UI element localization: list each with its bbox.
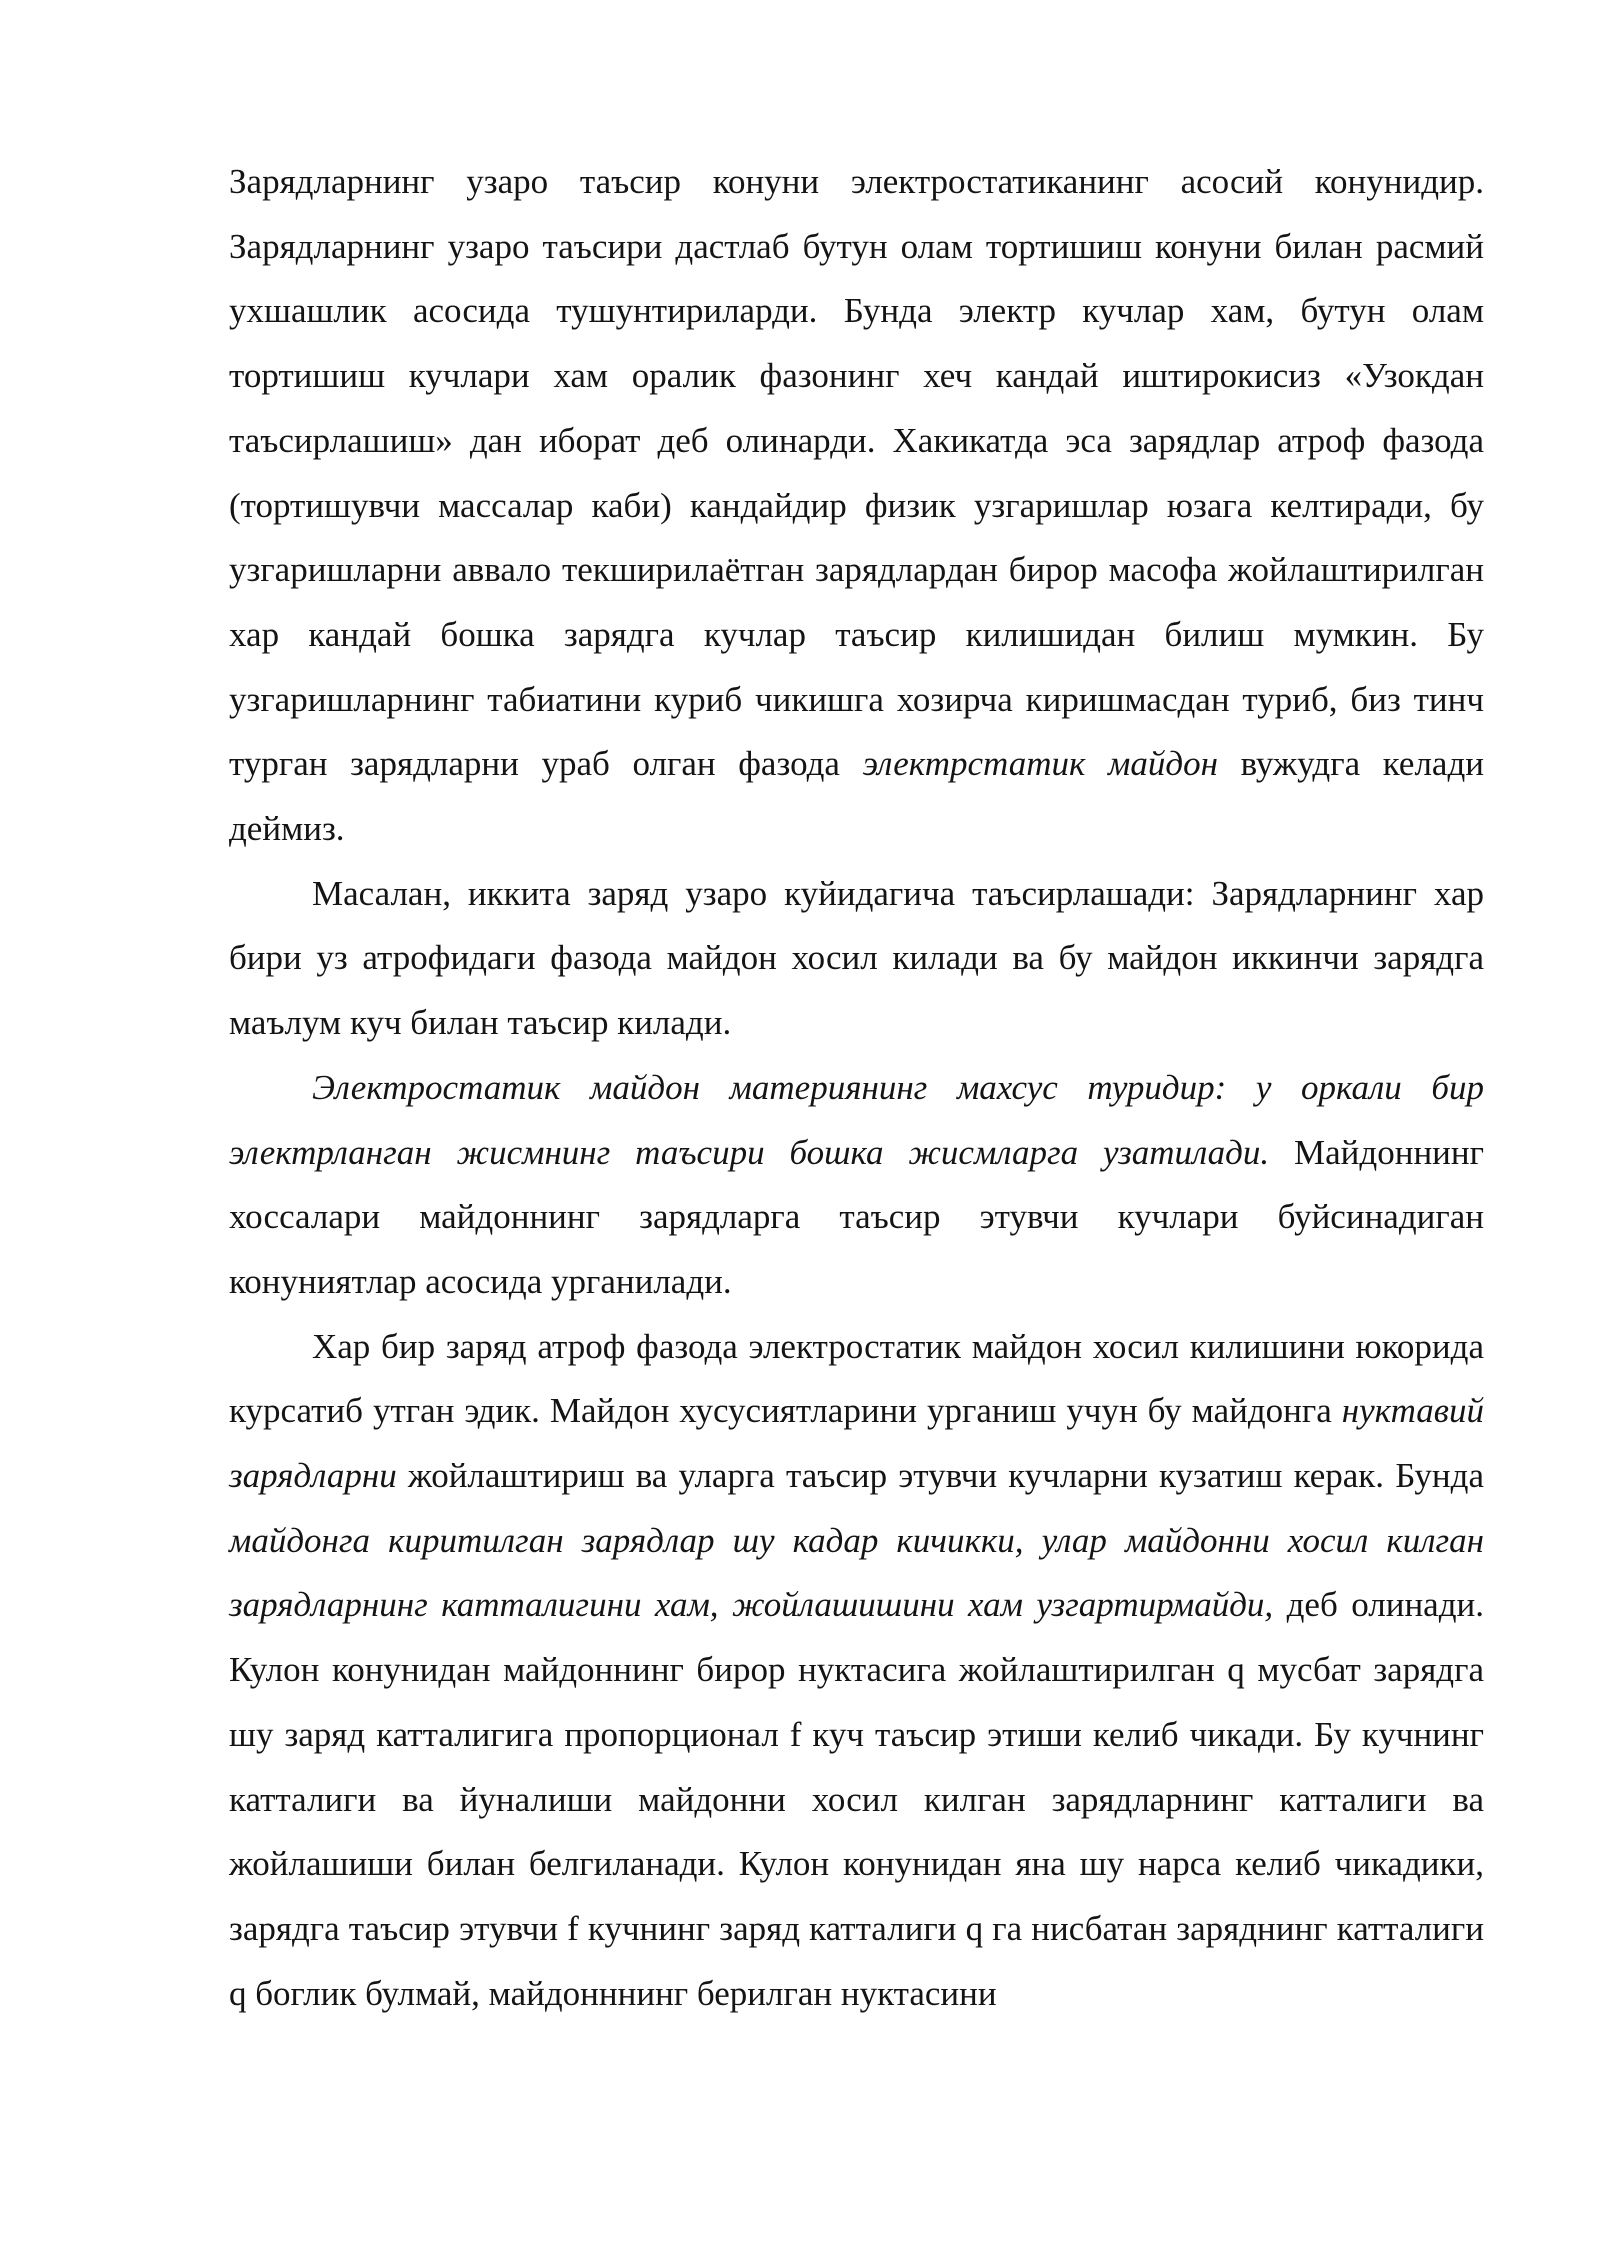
paragraph-4 <box>229 1315 1484 2027</box>
paragraph-4-italic-assumption: майдонга киритилган зарядлар шу кадар кичикки, улар майдонни хосил килган зарядларнинг катталигини хам, жойлашишини хам узгартирмайди, <box>229 1520 1484 1625</box>
paragraph-4-run-1: Хар бир заряд атроф фазода электростатик майдон хосил килишини юкорида курсатиб утган эдик. Майдон хусусиятларини урганиш учун бу майдонга <box>229 1326 1484 1431</box>
paragraph-3-italic-definition: Электростатик майдон материянинг махсус туридир: у оркали бир электрланган жисмнинг таъсири бошка жисмларга узатилади. <box>229 1067 1484 1172</box>
paragraph-1-run-1: Зарядларнинг узаро таъсир конуни электростатиканинг асосий конунидир. Зарядларнинг узаро таъсири дастлаб бутун олам тортишиш конуни билан расмий ухшашлик асосида тушунтириларди. Бунда электр кучлар хам, бутун олам тортишиш кучлари хам оралик фазонинг хеч кандай иштирокисиз «Узокдан таъсирлашиш» дан иборат деб олинарди. Хакикатда эса зарядлар атроф фазода (тортишувчи массалар каби) кандайдир физик узгаришлар юзага келтиради, бу узгаришларни аввало текширилаётган зарядлардан бирор масофа жойлаштирилган хар кандай бошка зарядга кучлар таъсир килишидан билиш мумкин. Бу узгаришларнинг табиатини куриб чикишга хозирча киришмасдан туриб, биз тинч турган зарядларни ураб олган фазода <box>229 162 1484 784</box>
paragraph-3-run-2: Майдоннинг хоссалари майдоннинг зарядларга таъсир этувчи кучлари буйсинадиган конуниятлар асосида урганилади. <box>229 1132 1484 1301</box>
paragraph-1 <box>229 150 1484 862</box>
paragraph-2-run-1: Масалан, иккита заряд узаро куйидагича таъсирлашади: Зарядларнинг хар бири уз атрофидаги фазода майдон хосил килади ва бу майдон иккинчи зарядга маълум куч билан таъсир килади. <box>229 873 1484 1043</box>
paragraph-1-italic-term: электрстатик майдон <box>862 744 1218 784</box>
paragraph-4-italic-term: нуктавий зарядларни <box>229 1391 1484 1496</box>
paragraph-1-run-3: вужудга келади деймиз. <box>229 744 1484 849</box>
document-page <box>229 150 1484 2026</box>
paragraph-4-run-5: деб олинади. Кулон конунидан майдоннинг бирор нуктасига жойлаштирилган q мусбат зарядга шу заряд катталигига пропорционал f куч таъсир этиши келиб чикади. Бу кучнинг катталиги ва йуналиши майдонни хосил килган зарядларнинг катталиги ва жойлашиши билан белгиланади. Кулон конунидан яна шу нарса келиб чикадики, зарядга таъсир этувчи f кучнинг заряд катталиги q га нисбатан заряднинг катталиги q боглик булмай, майдонннинг берилган нуктасини <box>229 1585 1484 2013</box>
paragraph-4-run-3: жойлаштириш ва уларга таъсир этувчи кучларни кузатиш керак. Бунда <box>396 1456 1484 1496</box>
paragraph-2 <box>229 862 1484 1056</box>
paragraph-3 <box>229 1056 1484 1315</box>
